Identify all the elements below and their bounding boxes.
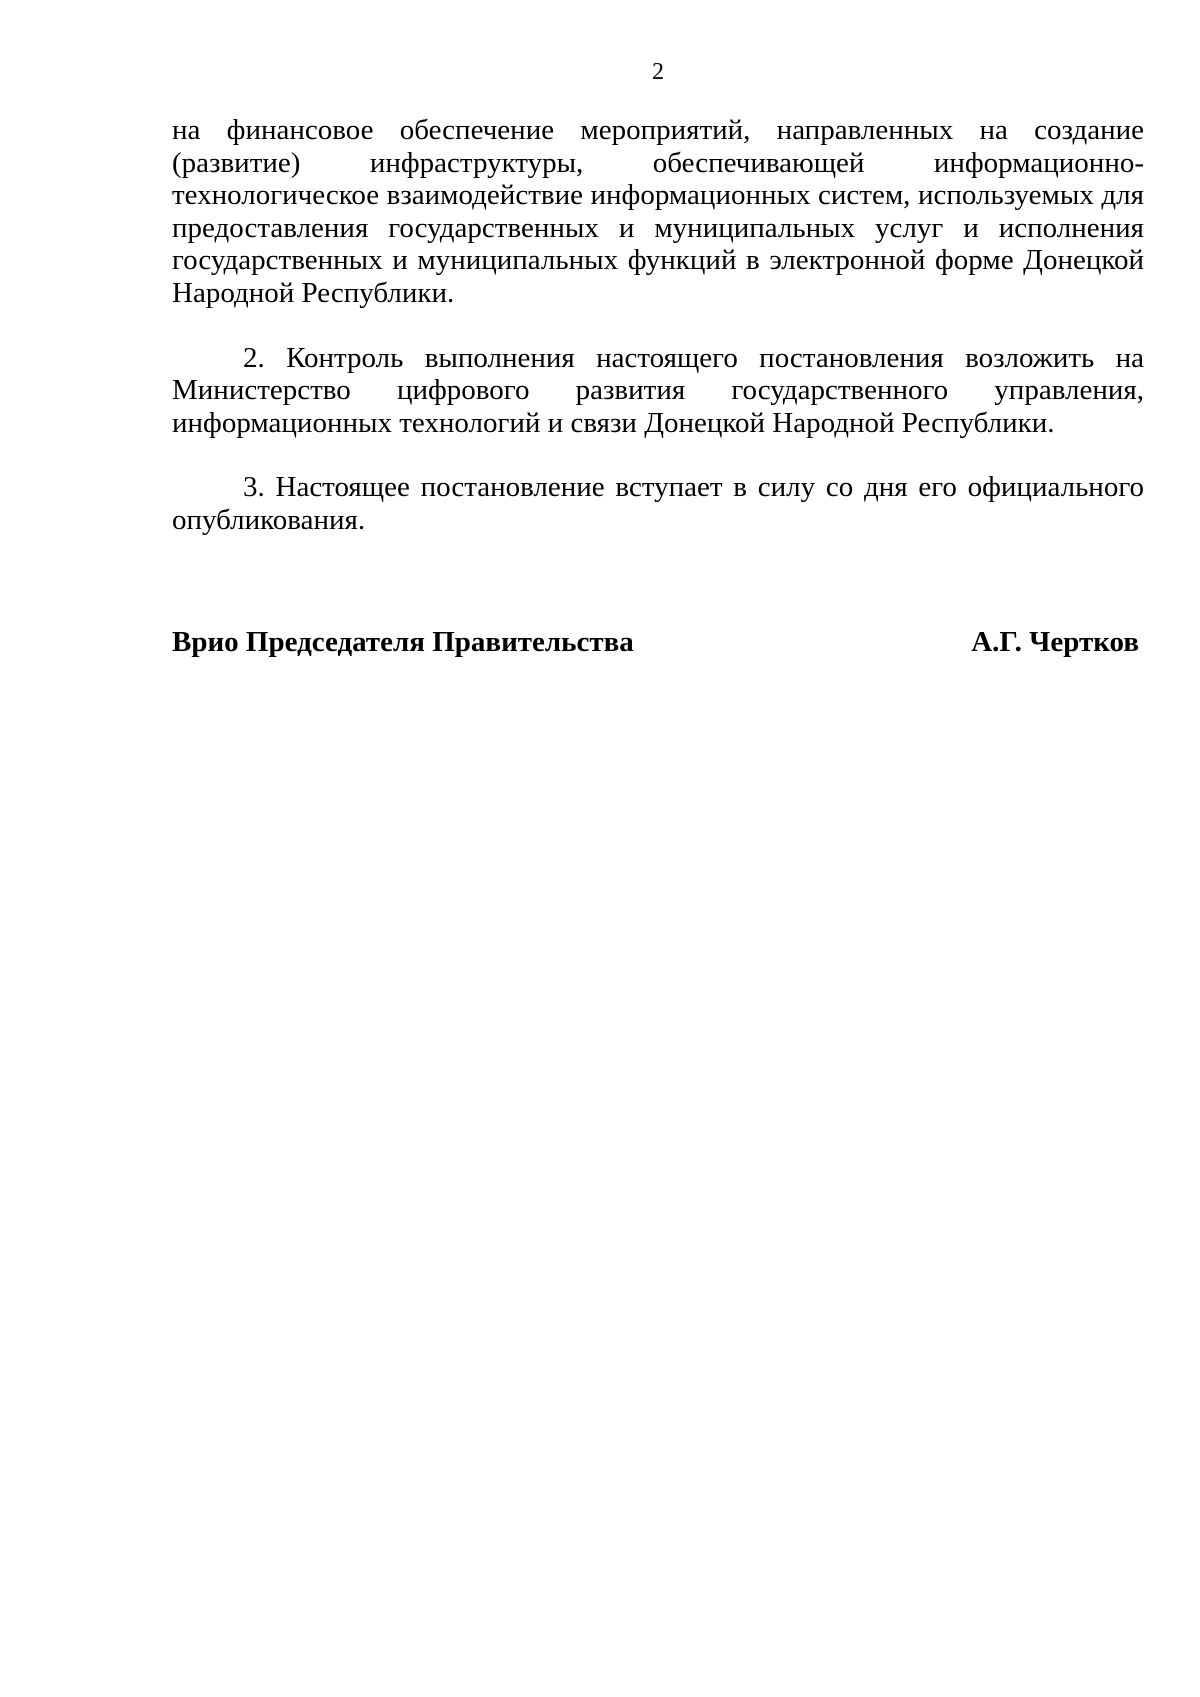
paragraph-item-3: 3. Настоящее постановление вступает в силу со дня его официального опубликования. bbox=[172, 471, 1144, 536]
paragraph-item-2: 2. Контроль выполнения настоящего постановления возложить на Министерство цифрового развития государственного управления, информационных технологий и связи Донецкой Народной Республики. bbox=[172, 341, 1144, 439]
page-number: 2 bbox=[652, 59, 664, 85]
document-body bbox=[172, 114, 1144, 537]
signatory-position: Врио Председателя Правительства bbox=[172, 626, 634, 658]
signature-block bbox=[172, 625, 1139, 659]
paragraph-continuation: на финансовое обеспечение мероприятий, направленных на создание (развитие) инфраструктуры, обеспечивающей информационно-технологическое взаимодействие информационных систем, используемых для предоставления государственных и муниципальных услуг и исполнения государственных и муниципальных функций в электронной форме Донецкой Народной Республики. bbox=[172, 114, 1144, 309]
signatory-name: А.Г. Чертков bbox=[971, 626, 1139, 658]
